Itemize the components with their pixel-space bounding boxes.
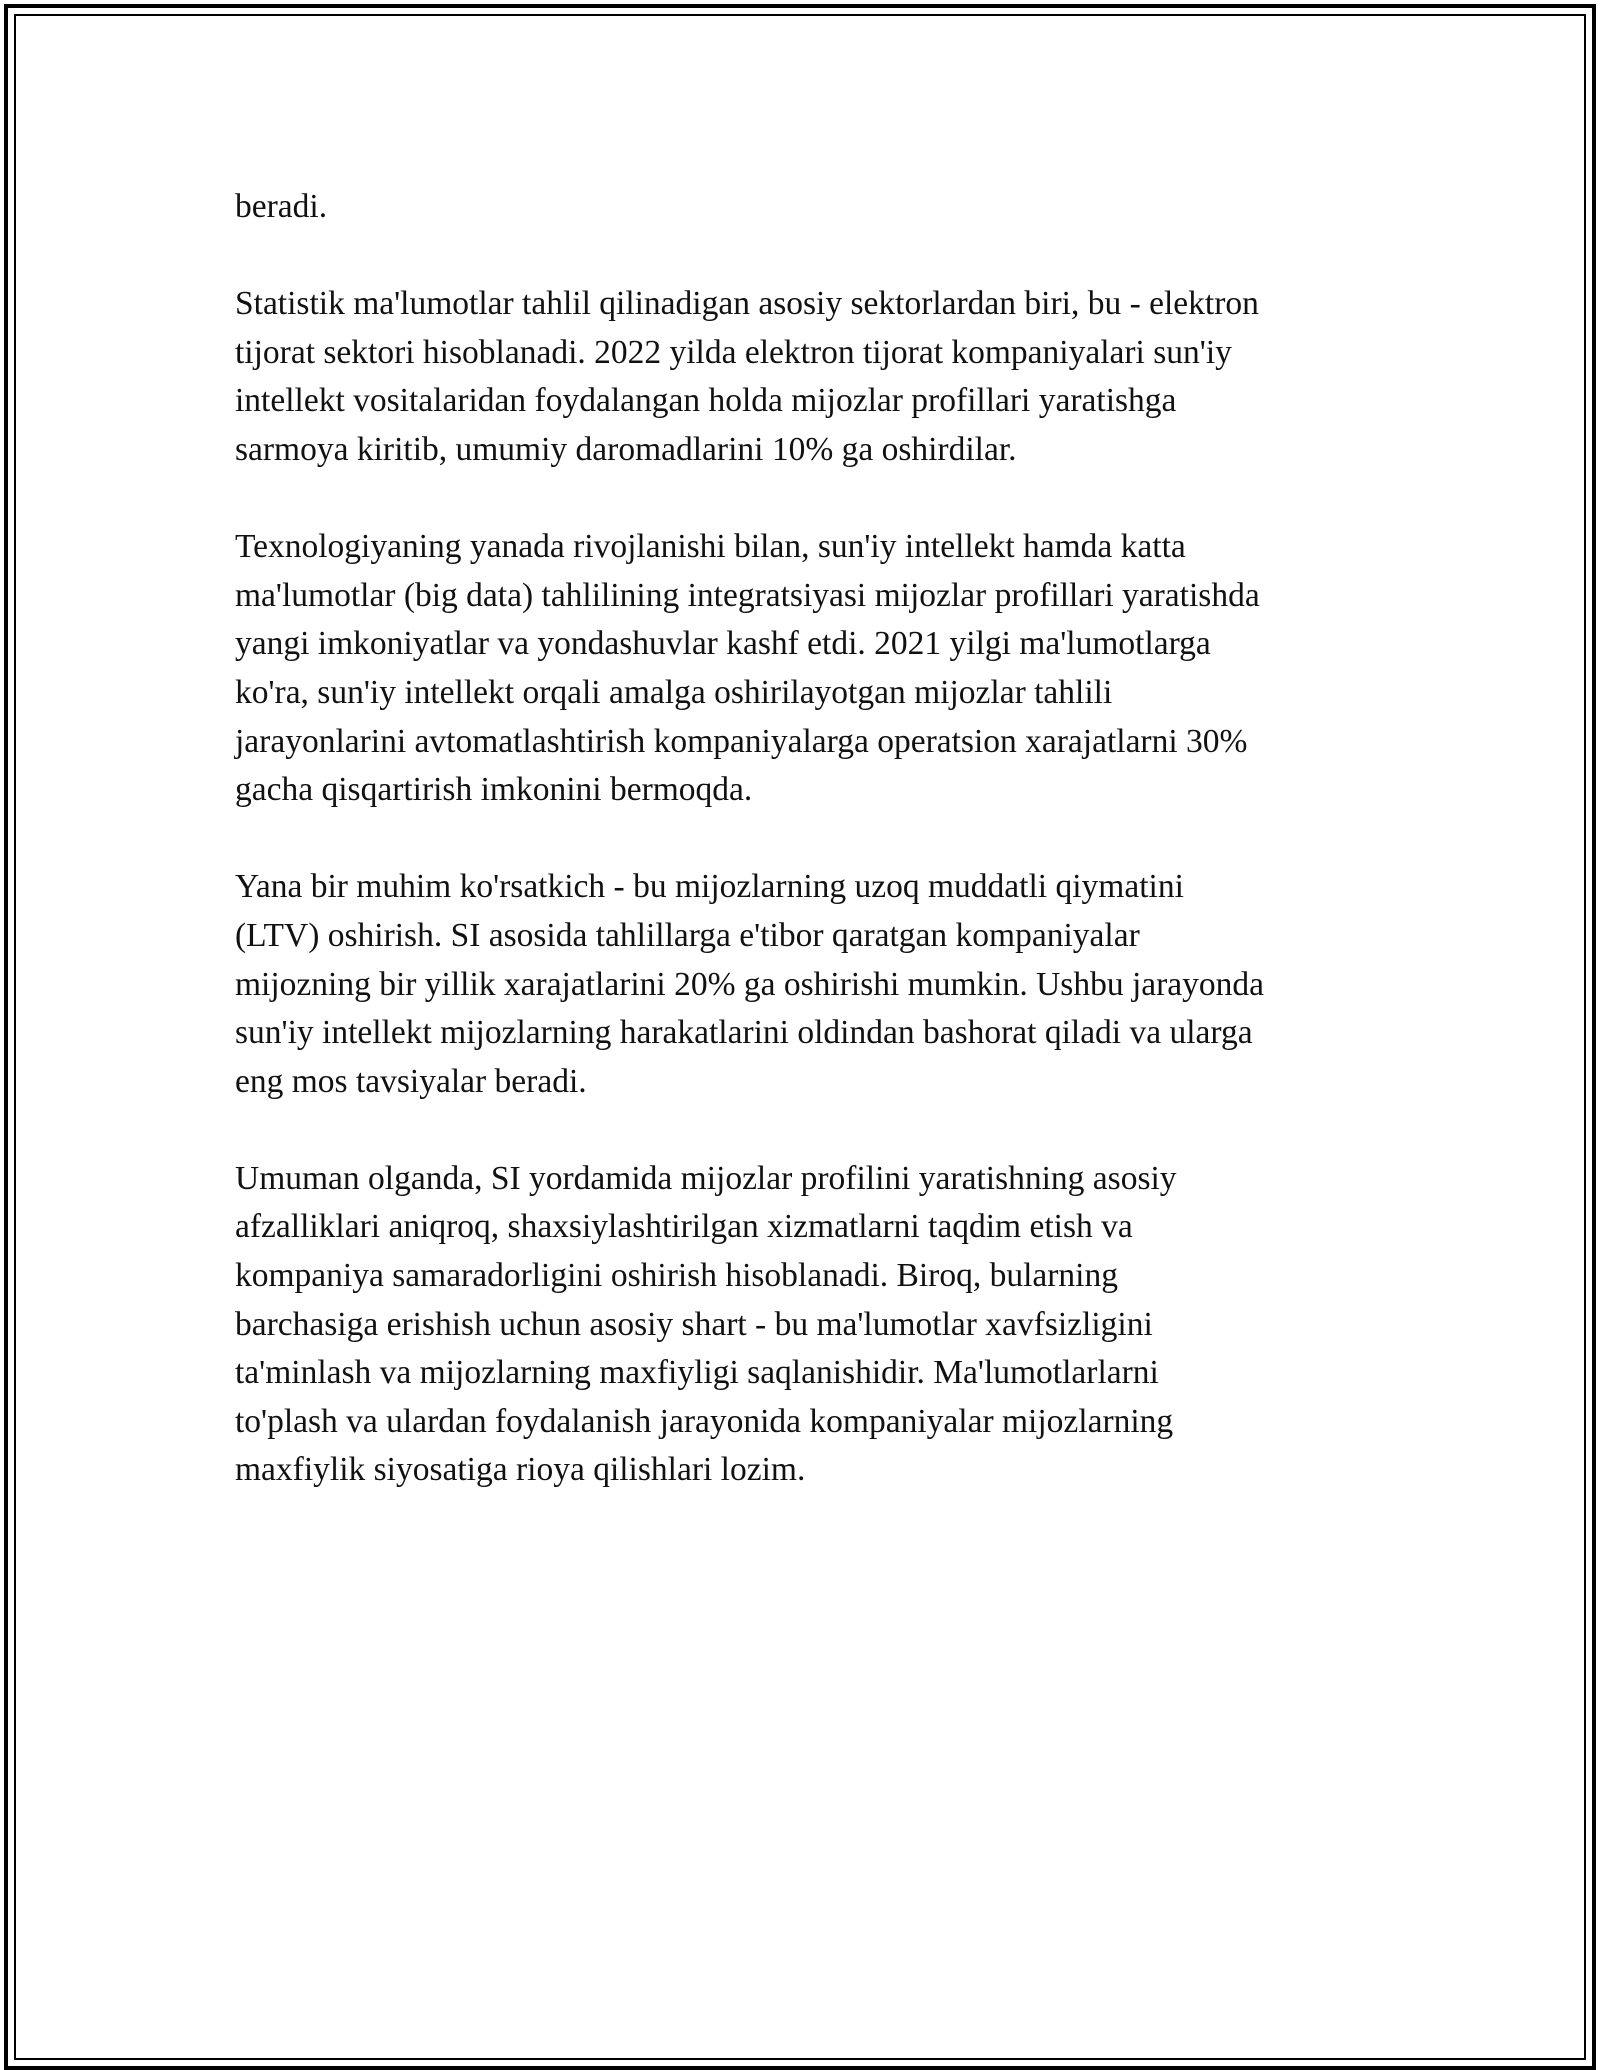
document-body	[235, 183, 1375, 1544]
paragraph-continuation: beradi.	[235, 188, 328, 225]
paragraph-conclusion: Umuman olganda, SI yordamida mijozlar profilini yaratishning asosiy afzalliklari aniqroq, shaxsiylashtirilgan xizmatlarni taqdim etish va kompaniya samaradorligini oshirish hisoblanadi. Biroq, bularning barchasiga erishish uchun asosiy shart - bu ma'lumotlar xavfsizligini ta'minlash va mijozlarning maxfiyligi saqlanishidir. Ma'lumotlarlarni to'plash va ulardan foydalanish jarayonida kompaniyalar mijozlarning maxfiylik siyosatiga rioya qilishlari lozim.	[235, 1159, 1177, 1489]
paragraph-ltv-indicator: Yana bir muhim ko'rsatkich - bu mijozlarning uzoq muddatli qiymatini (LTV) oshirish. SI asosida tahlillarga e'tibor qaratgan kompaniyalar mijozning bir yillik xarajatlarini 20% ga oshirishi mumkin. Ushbu jarayonda sun'iy intellekt mijozlarning harakatlarini oldindan bashorat qiladi va ularga eng mos tavsiyalar beradi.	[235, 868, 1265, 1100]
paragraph-technology-development: Texnologiyaning yanada rivojlanishi bilan, sun'iy intellekt hamda katta ma'lumotlar (big data) tahlilining integratsiyasi mijozlar profillari yaratishda yangi imkoniyatlar va yondashuvlar kashf etdi. 2021 yilgi ma'lumotlarga ko'ra, sun'iy intellekt orqali amalga oshirilayotgan mijozlar tahlili jarayonlarini avtomatlashtirish kompaniyalarga operatsion xarajatlarni 30% gacha qisqartirish imkonini bermoqda.	[235, 528, 1260, 809]
paragraph-ecommerce-statistics: Statistik ma'lumotlar tahlil qilinadigan asosiy sektorlardan biri, bu - elektron tijorat sektori hisoblanadi. 2022 yilda elektron tijorat kompaniyalari sun'iy intellekt vositalaridan foydalangan holda mijozlar profillari yaratishga sarmoya kiritib, umumiy daromadlarini 10% ga oshirdilar.	[235, 285, 1259, 468]
